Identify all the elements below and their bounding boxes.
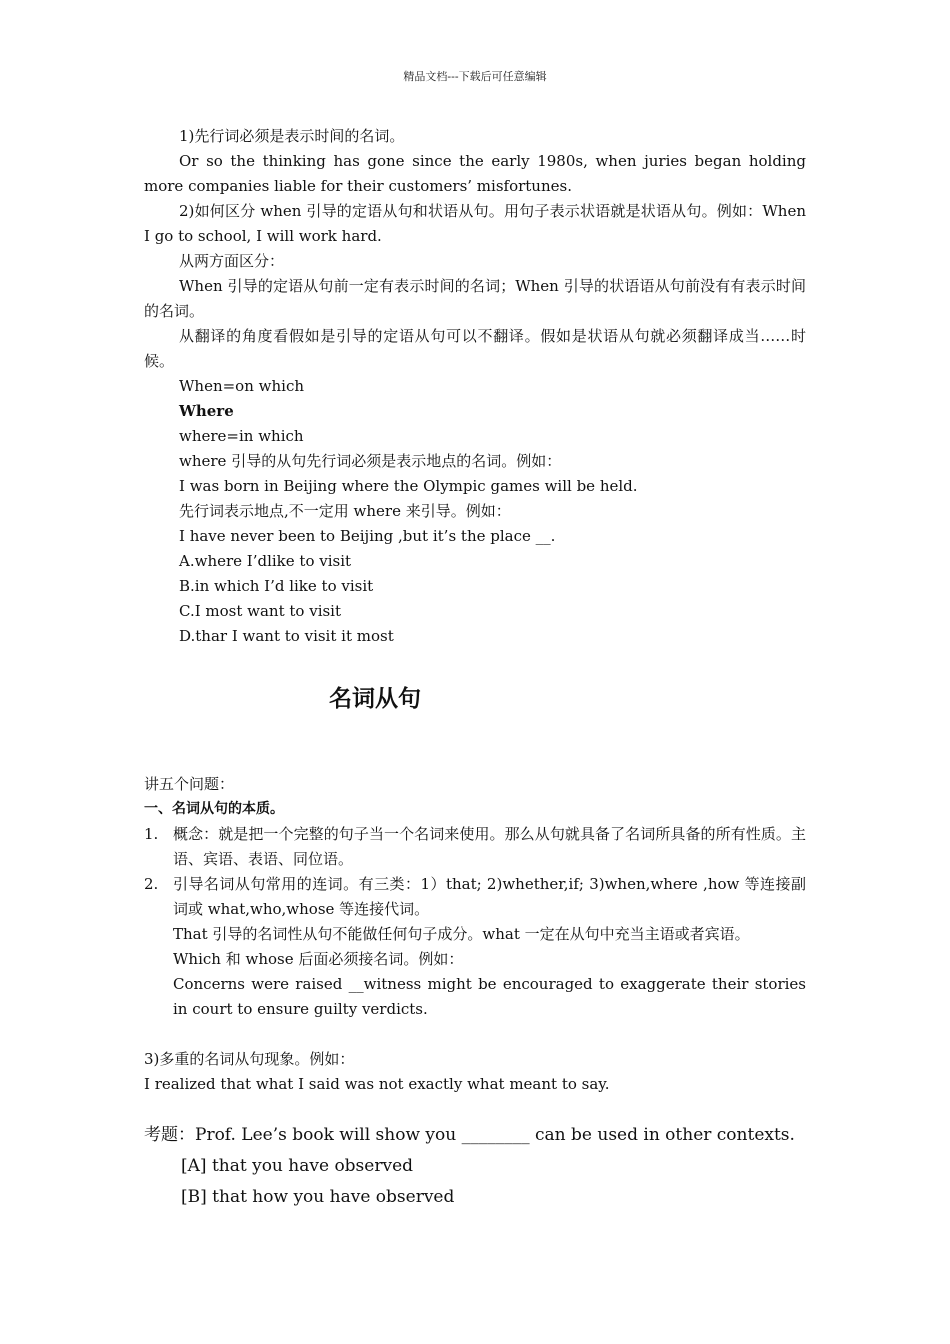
document-body (144, 124, 806, 1213)
list-item-1 (144, 822, 806, 872)
list-number-2: 2. (144, 875, 159, 893)
paragraph-distinction: When 引导的定语从句前一定有表示时间的名词；When 引导的状语语从句前没有有表示时间的名词。 (144, 277, 806, 320)
realized-example: I realized that what I said was not exactly what meant to say. (144, 1075, 610, 1093)
where-equals: where=in which (179, 427, 304, 445)
which-whose-rule: Which 和 whose 后面必须接名词。例如： (173, 950, 464, 968)
paragraph-rule-2: 2)如何区分 when 引导的定语从句和状语从句。用句子表示状语就是状语从句。例如：When I go to school, I will work hard. (144, 202, 806, 245)
intro-line: 讲五个问题： (144, 775, 235, 793)
list-item-2 (144, 872, 806, 922)
list-text-1: 概念：就是把一个完整的句子当一个名词来使用。那么从句就具备了名词所具备的所有性质。主语、宾语、表语、同位语。 (173, 825, 806, 868)
section-heading-1: 一、名词从句的本质。 (144, 801, 284, 817)
paragraph-translation: 从翻译的角度看假如是引导的定语从句可以不翻译。假如是状语从句就必须翻译成当……时候。 (144, 327, 806, 370)
exam-option-b: [B] that how you have observed (181, 1187, 455, 1207)
option-d: D.thar I want to visit it most (179, 627, 394, 645)
where-heading: Where (179, 402, 234, 420)
multiple-clauses: 3)多重的名词从句现象。例如： (144, 1050, 355, 1068)
place-antecedent-rule: 先行词表示地点,不一定用 where 来引导。例如： (179, 502, 511, 520)
option-b: B.in which I’d like to visit (179, 577, 374, 595)
section-title: 名词从句 (329, 686, 421, 712)
paragraph-rule-1: 1)先行词必须是表示时间的名词。 (179, 127, 405, 145)
exam-question: 考题：Prof. Lee’s book will show you ________ can be used in other contexts. (144, 1125, 795, 1145)
paragraph-example-1980s: Or so the thinking has gone since the early 1980s, when juries began holding more companies liable for their customers’ misfortunes. (144, 152, 806, 195)
exam-option-a: [A] that you have observed (181, 1156, 414, 1176)
when-equals: When=on which (179, 377, 305, 395)
question-sentence: I have never been to Beijing ,but it’s the place __. (179, 527, 556, 545)
page-header: 精品文档---下载后可任意编辑 (403, 70, 547, 83)
where-example: I was born in Beijing where the Olympic games will be held. (179, 477, 638, 495)
list-text-2: 引导名词从句常用的连词。有三类：1）that; 2)whether,if; 3)when,where ,how 等连接副词或 what,who,whose 等连接代词。 (173, 875, 806, 918)
paragraph-two-aspects: 从两方面区分： (179, 252, 285, 270)
option-c: C.I most want to visit (179, 602, 342, 620)
concerns-example: Concerns were raised __witness might be encouraged to exaggerate their stories in court to ensure guilty verdicts. (173, 975, 806, 1018)
that-rule: That 引导的名词性从句不能做任何句子成分。what 一定在从句中充当主语或者宾语。 (173, 925, 750, 943)
option-a: A.where I’dlike to visit (179, 552, 352, 570)
list-number-1: 1. (144, 825, 159, 843)
where-rule: where 引导的从句先行词必须是表示地点的名词。例如： (179, 452, 562, 470)
